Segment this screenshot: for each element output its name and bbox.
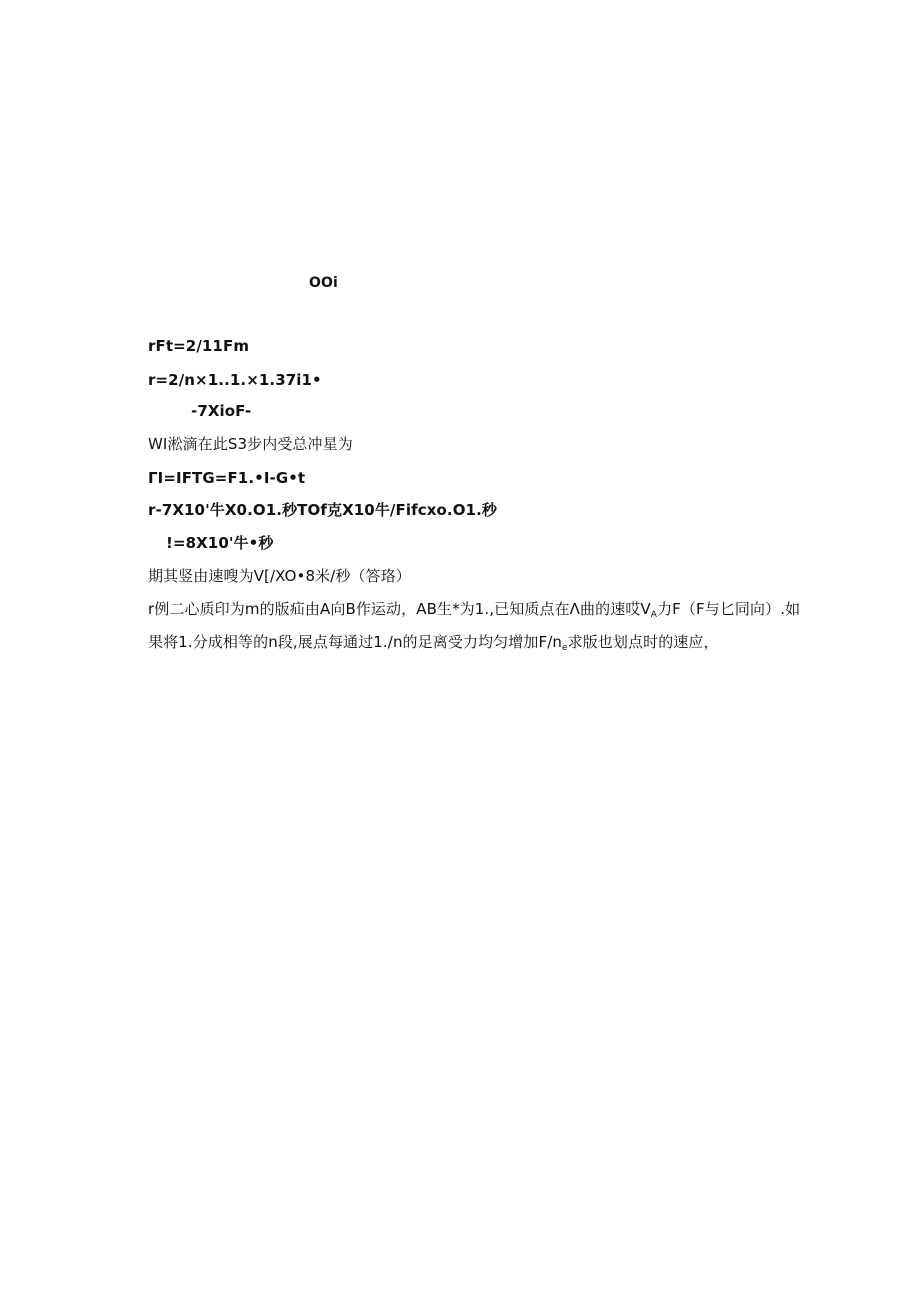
text-line: ΓI=IFTG=F1.•I-G•t (148, 469, 306, 487)
text-line-with-subscript (148, 632, 719, 658)
text-line: -7XioF- (191, 402, 252, 420)
text-fragment: r例二心质印为m的版疝由A向B作运动，AB生*为1.,已知质点在Λ曲的速哎V (148, 600, 651, 618)
text-line: OOi (309, 275, 338, 291)
text-line: r-7X10'牛X0.O1.秒TOf克X10牛/Fifcxo.O1.秒 (148, 501, 497, 519)
text-line-with-subscript (148, 599, 800, 625)
text-fragment: 求版也划点时的速应， (567, 633, 719, 651)
text-fragment: 果将1.分成相等的n段,展点每通过1./n的足离受力均匀增加F/n (148, 633, 562, 651)
text-line: WI淞滴在此S3步内受总冲星为 (148, 435, 353, 453)
text-line: !=8X10'牛•秒 (166, 534, 274, 552)
text-line: r=2/n×1..1.×1.37i1• (148, 371, 322, 389)
subscript: e (561, 643, 568, 653)
text-fragment: 力F（F与匕同向）.如 (657, 600, 801, 618)
subscript: A (650, 610, 658, 620)
text-line: 期其竖由速嗖为V[/XO•8米/秒（答珞） (148, 567, 411, 585)
text-line: rFt=2/11Fm (148, 337, 250, 355)
